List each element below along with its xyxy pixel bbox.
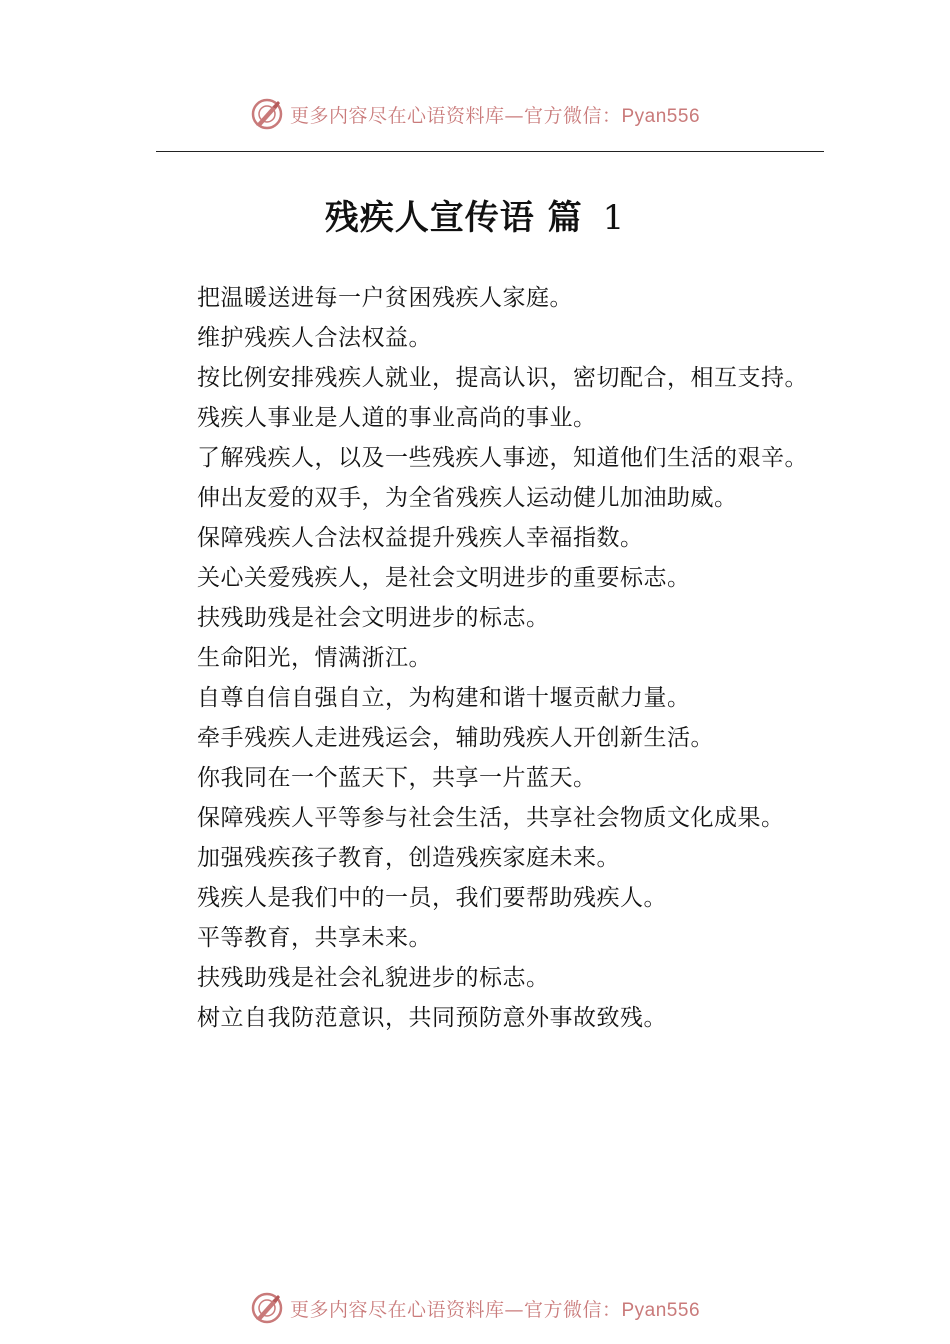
paragraph: 按比例安排残疾人就业，提高认识，密切配合，相互支持。 (197, 365, 808, 391)
header-wechat-id: Pyan556 (621, 105, 701, 127)
paragraph: 残疾人事业是人道的事业高尚的事业。 (197, 405, 597, 431)
footer-wechat-id: Pyan556 (621, 1299, 701, 1321)
page-title-text: 残疾人宣传语 篇 (324, 198, 583, 238)
paragraph: 生命阳光，情满浙江。 (197, 645, 432, 671)
document-body (145, 278, 825, 1038)
paragraph: 自尊自信自强自立，为构建和谐十堰贡献力量。 (197, 685, 691, 711)
header-banner (0, 94, 950, 134)
page-title-number: 1 (602, 198, 626, 238)
paragraph: 你我同在一个蓝天下，共享一片蓝天。 (197, 765, 597, 791)
paragraph: 扶残助残是社会文明进步的标志。 (197, 605, 550, 631)
paragraph: 了解残疾人，以及一些残疾人事迹，知道他们生活的艰辛。 (197, 445, 808, 471)
paragraph: 扶残助残是社会礼貌进步的标志。 (197, 965, 550, 991)
paragraph: 加强残疾孩子教育，创造残疾家庭未来。 (197, 845, 620, 871)
pen-logo-icon (250, 97, 284, 131)
footer-brand-label: 更多内容尽在心语资料库—官方微信： (289, 1298, 622, 1321)
paragraph: 伸出友爱的双手，为全省残疾人运动健儿加油助威。 (197, 485, 738, 511)
paragraph: 树立自我防范意识，共同预防意外事故致残。 (197, 1005, 667, 1031)
page-title (0, 190, 950, 239)
paragraph: 牵手残疾人走进残运会，辅助残疾人开创新生活。 (197, 725, 714, 751)
paragraph: 残疾人是我们中的一员，我们要帮助残疾人。 (197, 885, 667, 911)
pen-logo-icon (250, 1291, 284, 1325)
footer-brand-text (290, 1295, 700, 1322)
header-brand-text (290, 101, 700, 128)
header-divider (156, 151, 824, 152)
paragraph: 平等教育，共享未来。 (197, 925, 432, 951)
paragraph: 关心关爱残疾人，是社会文明进步的重要标志。 (197, 565, 691, 591)
paragraph: 保障残疾人平等参与社会生活，共享社会物质文化成果。 (197, 805, 785, 831)
paragraph: 保障残疾人合法权益提升残疾人幸福指数。 (197, 525, 644, 551)
paragraph: 把温暖送进每一户贫困残疾人家庭。 (197, 285, 573, 311)
header-brand-label: 更多内容尽在心语资料库—官方微信： (289, 104, 622, 127)
paragraph: 维护残疾人合法权益。 (197, 325, 432, 351)
footer-banner (0, 1288, 950, 1328)
